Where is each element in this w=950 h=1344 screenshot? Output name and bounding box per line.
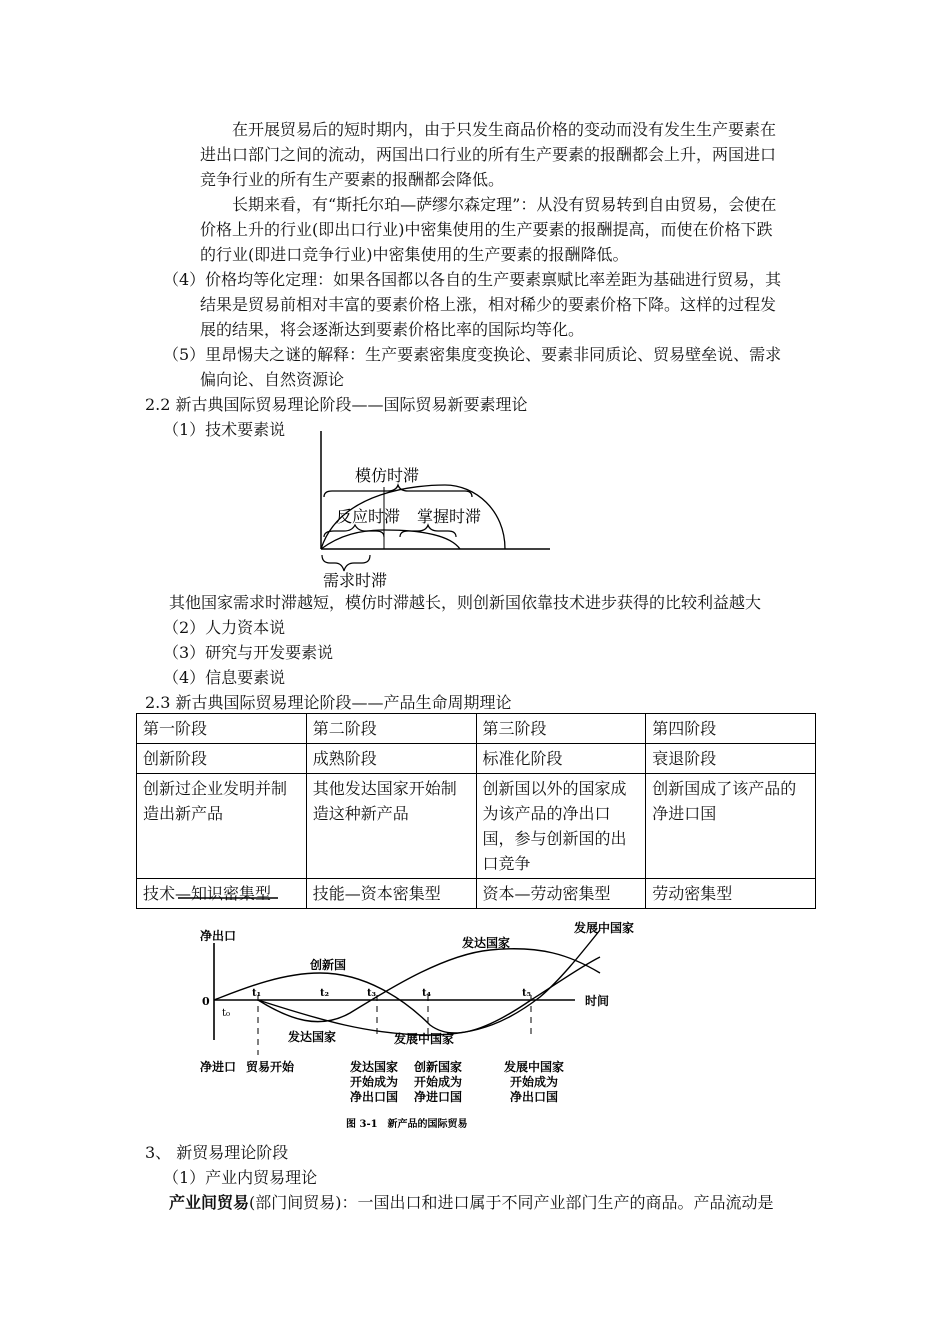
- imitation-brace: [324, 485, 472, 497]
- trade-start-label: 贸易开始: [246, 1060, 295, 1074]
- demand-lag-label: 需求时滞: [323, 571, 388, 590]
- cell-line: 净进口国: [652, 804, 717, 823]
- paragraph-line: 进出口部门之间的流动，两国出口行业的所有生产要素的报酬都会上升，两国进口: [200, 145, 777, 164]
- cell-line: 其他发达国家开始制: [312, 779, 457, 798]
- table-cell: [137, 774, 307, 879]
- cell-line: 口竞争: [482, 854, 531, 873]
- paragraph-line: 在开展贸易后的短时期内，由于只发生商品价格的变动而没有发生生产要素在: [232, 120, 777, 139]
- technology-gap-diagram: [300, 425, 570, 595]
- cell-line: 为该产品的净出口: [482, 804, 611, 823]
- definition-text: (部门间贸易)：一国出口和进口属于不同产业部门生产的商品。产品流动是: [249, 1193, 774, 1212]
- paragraph-line: 的行业(即进口竞争行业)中密集使用的生产要素的报酬降低。: [200, 245, 629, 264]
- note-line: 净出口国: [510, 1090, 559, 1104]
- note-line: 净进口国: [414, 1090, 463, 1104]
- table-cell: 技术—知识密集型: [137, 879, 307, 909]
- paragraph-line: 偏向论、自然资源论: [200, 370, 345, 389]
- cell-line: 国，参与创新国的出: [482, 829, 627, 848]
- imitation-lag-label: 模仿时滞: [355, 466, 420, 485]
- reaction-curve: [321, 530, 460, 549]
- mastery-lag-label: 掌握时滞: [417, 507, 482, 526]
- table-row: [137, 774, 816, 879]
- section-heading: 2.2 新古典国际贸易理论阶段——国际贸易新要素理论: [145, 395, 528, 414]
- list-item: （4）信息要素说: [163, 668, 286, 687]
- innovator-label: 创新国: [310, 958, 347, 972]
- term-label: 产业间贸易: [169, 1193, 250, 1212]
- zero-label: 0: [202, 995, 210, 1008]
- cell-line: 造这种新产品: [312, 804, 409, 823]
- reaction-lag-label: 反应时滞: [336, 507, 401, 526]
- net-import-label: 净进口: [200, 1060, 237, 1074]
- note-line: 创新国家: [414, 1060, 463, 1074]
- list-item: （2）人力资本说: [163, 618, 286, 637]
- t2-label: t₂: [320, 988, 329, 999]
- t5-label: t₅: [522, 988, 531, 999]
- cell-line: 造出新产品: [143, 804, 224, 823]
- cell-line: 创新国成了该产品的: [652, 779, 797, 798]
- paragraph-line: 竞争行业的所有生产要素的报酬都会降低。: [200, 170, 505, 189]
- developing-bottom-label: 发展中国家: [394, 1032, 455, 1046]
- note-line: 发展中国家: [504, 1060, 565, 1074]
- table-cell: 衰退阶段: [646, 744, 816, 774]
- mastery-brace: [400, 525, 456, 537]
- list-item: （1）产业内贸易理论: [163, 1168, 318, 1187]
- table-cell: [476, 774, 646, 879]
- conclusion-text: 其他国家需求时滞越短，模仿时滞越长，则创新国依靠技术进步获得的比较利益越大: [169, 593, 762, 612]
- paragraph-line: （4）价格均等化定理：如果各国都以各自的生产要素禀赋比率差距为基础进行贸易，其: [163, 270, 782, 289]
- note-line: 开始成为: [510, 1075, 559, 1089]
- paragraph-line: 展的结果，将会逐渐达到要素价格比率的国际均等化。: [200, 320, 585, 339]
- table-cell: 创新阶段: [137, 744, 307, 774]
- table-cell: [306, 774, 476, 879]
- table-row: [137, 744, 816, 774]
- product-cycle-figure: [170, 895, 670, 1135]
- t4-label: t₄: [422, 988, 431, 999]
- note-line: 净出口国: [350, 1090, 399, 1104]
- paragraph-line: （5）里昂惕夫之谜的解释：生产要素密集度变换论、要素非同质论、贸易壁垒说、需求: [163, 345, 782, 364]
- paragraph-line: 结果是贸易前相对丰富的要素价格上涨，相对稀少的要素价格下降。这样的过程发: [200, 295, 777, 314]
- note-line: 发达国家: [350, 1060, 399, 1074]
- cell-line: 创新过企业发明并制: [143, 779, 288, 798]
- section-heading: 3、 新贸易理论阶段: [145, 1143, 289, 1162]
- note-line: 开始成为: [414, 1075, 463, 1089]
- list-item: （3）研究与开发要素说: [163, 643, 334, 662]
- table-cell: 第三阶段: [476, 714, 646, 744]
- definition-line: [169, 1190, 774, 1215]
- product-life-cycle-table: [136, 713, 816, 909]
- developed-top-label: 发达国家: [462, 936, 511, 950]
- y-axis-label: 净出口: [200, 929, 237, 943]
- developed-bottom-label: 发达国家: [288, 1030, 337, 1044]
- table-row: [137, 714, 816, 744]
- x-axis-label: 时间: [585, 994, 610, 1008]
- figure-caption: 图 3-1 新产品的国际贸易: [346, 1119, 468, 1130]
- section-heading: 2.3 新古典国际贸易理论阶段——产品生命周期理论: [145, 693, 512, 712]
- note-line: 开始成为: [350, 1075, 399, 1089]
- t0-label: t₀: [222, 1008, 231, 1019]
- cell-line: 创新国以外的国家成: [482, 779, 627, 798]
- table-cell: [646, 774, 816, 879]
- paragraph-line: 长期来看，有“斯托尔珀—萨缪尔森定理”：从没有贸易转到自由贸易，会使在: [232, 195, 777, 214]
- table-cell: 第二阶段: [306, 714, 476, 744]
- developing-top-label: 发展中国家: [574, 921, 635, 935]
- t1-label: t₁: [252, 988, 261, 999]
- paragraph-line: 价格上升的行业(即出口行业)中密集使用的生产要素的报酬提高，而使在价格下跌: [200, 220, 773, 239]
- table-cell: 成熟阶段: [306, 744, 476, 774]
- table-cell: 劳动密集型: [646, 879, 816, 909]
- table-cell: 第一阶段: [137, 714, 307, 744]
- table-cell: 标准化阶段: [476, 744, 646, 774]
- table-cell: 技能—资本密集型: [306, 879, 476, 909]
- developing-curve: [258, 930, 600, 1035]
- t3-label: t₃: [367, 988, 376, 999]
- list-item: （1）技术要素说: [163, 420, 286, 439]
- table-cell: 资本—劳动密集型: [476, 879, 646, 909]
- table-cell: 第四阶段: [646, 714, 816, 744]
- demand-brace: [322, 555, 370, 571]
